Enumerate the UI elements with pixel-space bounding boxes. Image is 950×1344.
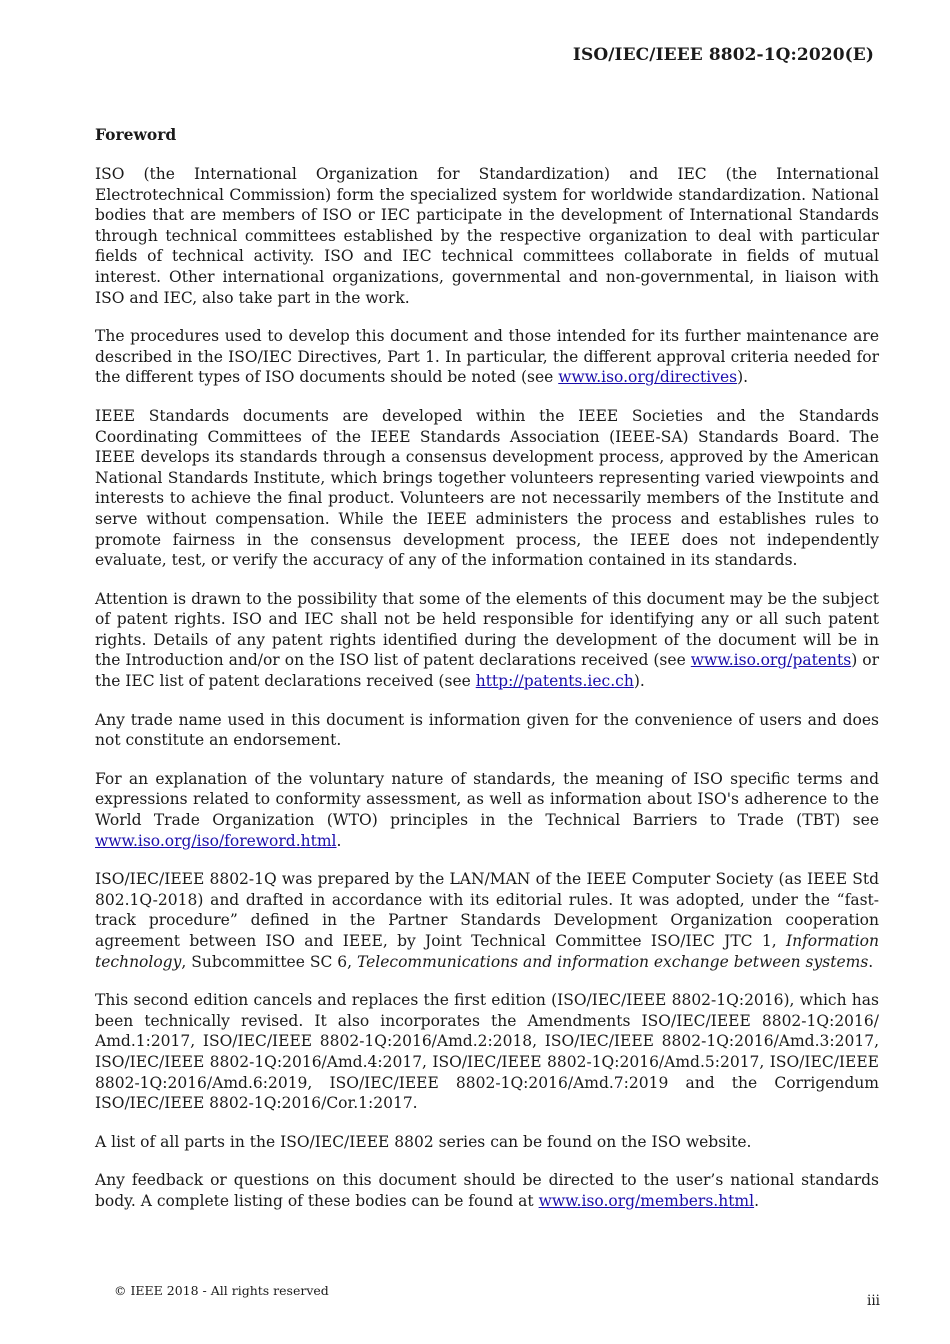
text-segment: . (754, 1191, 760, 1210)
text-segment: The procedures used to develop this document and those intended for its further maintenance are described in the ISO/IEC Directives, Part 1. In particular, the different approval criteria needed for the different types of ISO documents should be noted (see (95, 327, 879, 387)
link-directives[interactable]: www.iso.org/directives (558, 368, 738, 387)
italic-information-technology: Information technology (95, 932, 879, 971)
page-number: iii (867, 1293, 880, 1309)
text-segment: Attention is drawn to the possibility that some of the elements of this document may be the subject of patent rights. ISO and IEC shall not be held responsible for identifying any or all such patent rights. Details of any patent rights identified during the development of the document will be in the Introduction and/or on the ISO list of patent declarations received (see (95, 589, 879, 670)
text-segment: For an explanation of the voluntary nature of standards, the meaning of ISO specific terms and expressions related to conformity assessment, as well as information about ISO's adherence to the World Trade Organization (WTO) principles in the Technical Barriers to Trade (TBT) see (95, 769, 879, 830)
paragraph-feedback (95, 1170, 879, 1211)
link-iso-patents[interactable]: www.iso.org/patents (690, 651, 852, 670)
text-segment: , Subcommittee SC 6, (181, 952, 357, 971)
paragraph-second-edition: This second edition cancels and replaces the first edition (ISO/IEC/IEEE 8802-1Q:2016), which has been technically revised. It also incorporates the Amendments ISO/IEC/IEEE 8802-1Q:2016/ Amd.1:2017, ISO/IEC/IEEE 8802-1Q:2016/Amd.2:2018, ISO/IEC/IEEE 8802-1Q:2016/Amd.3:2017, ISO/IEC/IEEE 8802-1Q:2016/Amd.4:2017, ISO/IEC/IEEE 8802-1Q:2016/Amd.5:2017, ISO/IEC/IEEE 8802-1Q:2016/Amd.6:2019, ISO/IEC/IEEE 8802-1Q:2016/Amd.7:2019 and the Corrigendum ISO/IEC/IEEE 8802-1Q:2016/Cor.1:2017. (95, 991, 879, 1113)
paragraph-trade-name: Any trade name used in this document is information given for the convenience of users and does not constitute an endorsement. (95, 710, 879, 750)
paragraph-voluntary-nature (95, 769, 879, 851)
paragraph-patents (95, 589, 879, 692)
link-iso-members[interactable]: www.iso.org/members.html (538, 1191, 755, 1210)
paragraph-preparation (95, 869, 879, 972)
paragraph-series-list: A list of all parts in the ISO/IEC/IEEE 8802 series can be found on the ISO website. (95, 1132, 752, 1151)
text-segment: . (868, 952, 874, 971)
italic-telecommunications: Telecommunications and information exchange between systems (356, 952, 869, 971)
text-segment: ). (633, 672, 645, 691)
copyright-notice: © IEEE 2018 - All rights reserved (114, 1283, 329, 1298)
paragraph-iso-iec: ISO (the International Organization for Standardization) and IEC (the International Electrotechnical Commission) form the specialized system for worldwide standardization. National bodies that are members of ISO or IEC participate in the development of International Standards through technical committees established by the respective organization to deal with particular fields of technical activity. ISO and IEC technical committees collaborate in fields of mutual interest. Other international organizations, governmental and non-governmental, in liaison with ISO and IEC, also take part in the work. (95, 165, 879, 307)
document-id-header: ISO/IEC/IEEE 8802-1Q:2020(E) (572, 45, 874, 65)
text-segment: Any feedback or questions on this document should be directed to the user’s national standards body. A complete listing of these bodies can be found at (95, 1171, 879, 1210)
foreword-section (95, 125, 879, 1230)
paragraph-procedures (95, 326, 879, 388)
paragraph-ieee-standards: IEEE Standards documents are developed within the IEEE Societies and the Standards Coordinating Committees of the IEEE Standards Association (IEEE-SA) Standards Board. The IEEE develops its standards through a consensus development process, approved by the American National Standards Institute, which brings together volunteers representing varied viewpoints and interests to achieve the final product. Volunteers are not necessarily members of the Institute and serve without compensation. While the IEEE administers the process and establishes rules to promote fairness in the consensus development process, the IEEE does not independently evaluate, test, or verify the accuracy of any of the information contained in its standards. (95, 406, 879, 570)
text-segment: ). (737, 368, 749, 387)
text-segment: ISO/IEC/IEEE 8802-1Q was prepared by the LAN/MAN of the IEEE Computer Society (as IEEE Std 802.1Q-2018) and drafted in accordance with its editorial rules. It was adopted, under the “fast-track procedure” defined in the Partner Standards Development Organization cooperation agreement between ISO and IEEE, by Joint Technical Committee ISO/IEC JTC 1, (95, 870, 879, 950)
link-iso-foreword[interactable]: www.iso.org/iso/foreword.html (95, 831, 337, 850)
link-iec-patents[interactable]: http://patents.iec.ch (475, 672, 634, 691)
foreword-heading: Foreword (95, 125, 177, 144)
text-segment: ) or the IEC list of patent declarations received (see (95, 651, 880, 691)
text-segment: . (336, 831, 342, 850)
